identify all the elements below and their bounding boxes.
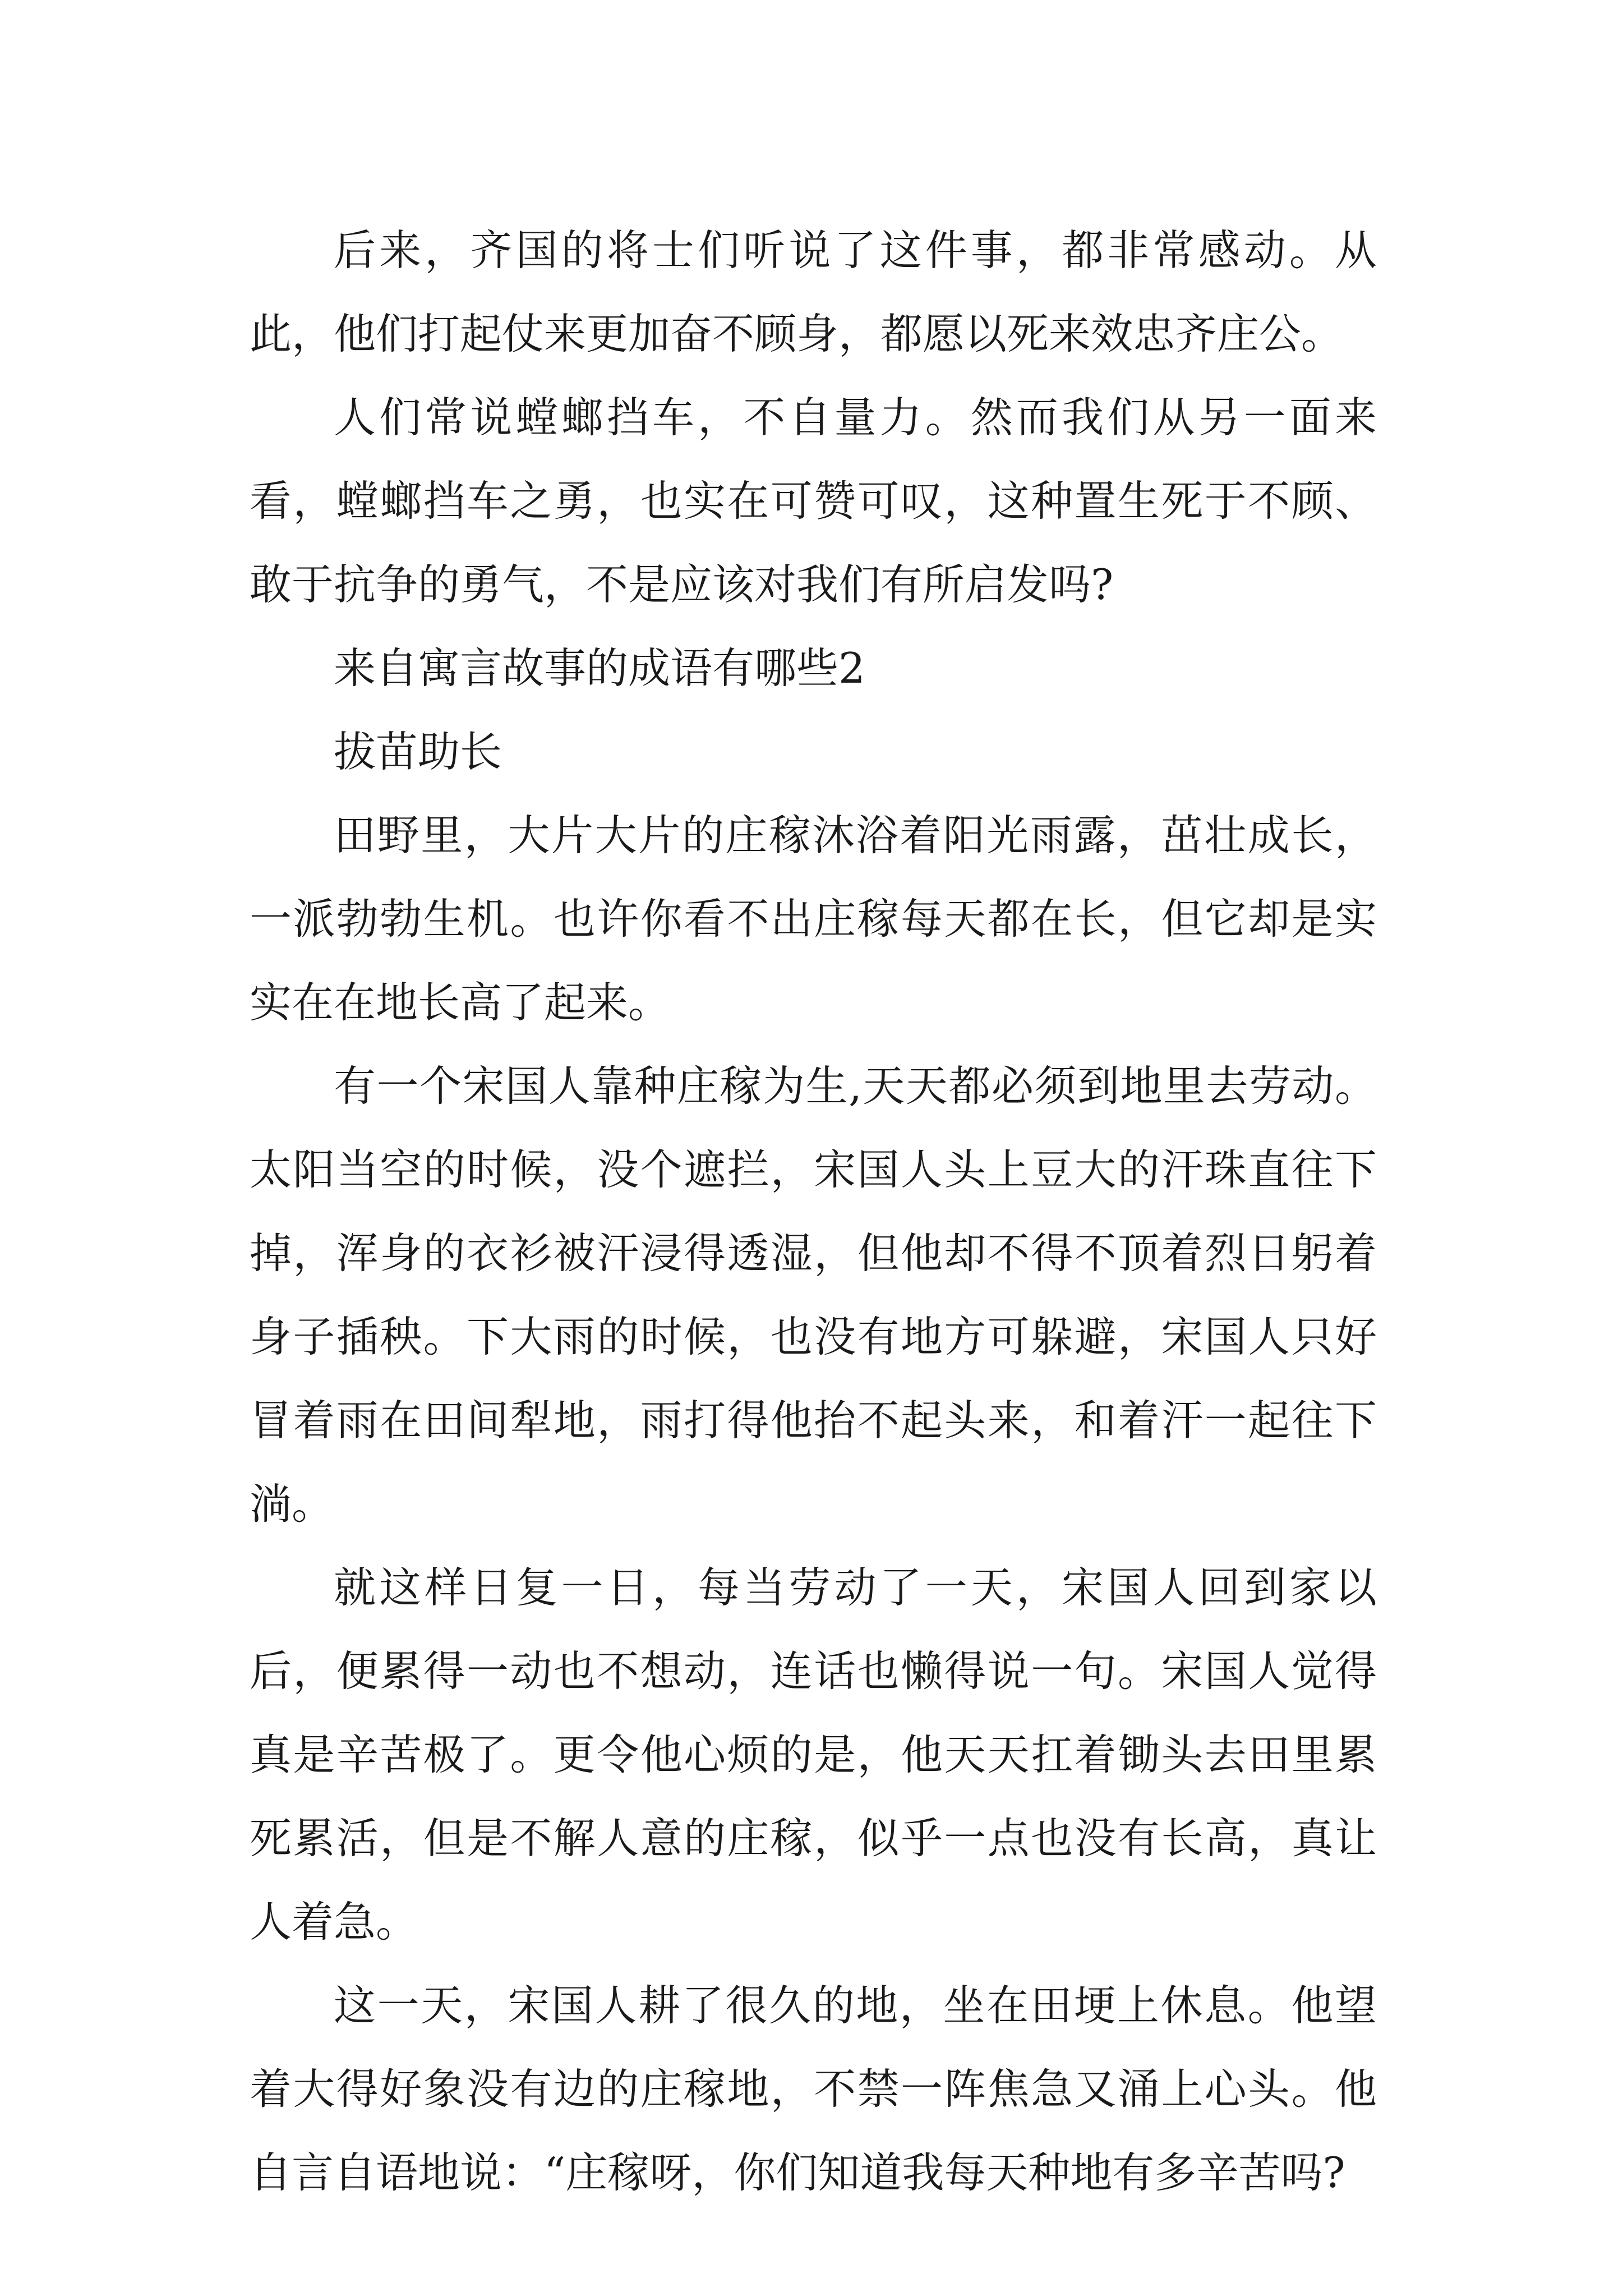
paragraph-3: 田野里，大片大片的庄稼沐浴着阳光雨露，茁壮成长，一派勃勃生机。也许你看不出庄稼每天都在长，但它却是实实在在地长高了起来。 — [250, 811, 1377, 1027]
paragraph-1: 后来，齐国的将士们听说了这件事，都非常感动。从此，他们打起仗来更加奋不顾身，都愿以死来效忠齐庄公。 — [250, 226, 1377, 358]
section-heading: 来自寓言故事的成语有哪些2 — [334, 643, 865, 693]
paragraph-4: 有一个宋国人靠种庄稼为生,天天都必须到地里去劳动。太阳当空的时候，没个遮拦，宋国人头上豆大的汗珠直往下掉，浑身的衣衫被汗浸得透湿，但他却不得不顶着烈日躬着身子插秧。下大雨的时候，也没有地方可躲避，宋国人只好冒着雨在田间犁地，雨打得他抬不起头来，和着汗一起往下淌。 — [250, 1061, 1377, 1529]
paragraph-5: 就这样日复一日，每当劳动了一天，宋国人回到家以后，便累得一动也不想动，连话也懒得说一句。宋国人觉得真是辛苦极了。更令他心烦的是，他天天扛着锄头去田里累死累活，但是不解人意的庄稼，似乎一点也没有长高，真让人着急。 — [250, 1563, 1377, 1947]
document-body — [250, 209, 1377, 2215]
story-title: 拔苗助长 — [334, 727, 502, 776]
paragraph-6: 这一天，宋国人耕了很久的地，坐在田埂上休息。他望着大得好象没有边的庄稼地，不禁一阵焦急又涌上心头。他自言自语地说：“庄稼呀，你们知道我每天种地有多辛苦吗? — [250, 1981, 1377, 2197]
paragraph-2: 人们常说螳螂挡车，不自量力。然而我们从另一面来看，螳螂挡车之勇，也实在可赞可叹，这种置生死于不顾、敢于抗争的勇气，不是应该对我们有所启发吗? — [250, 393, 1377, 609]
